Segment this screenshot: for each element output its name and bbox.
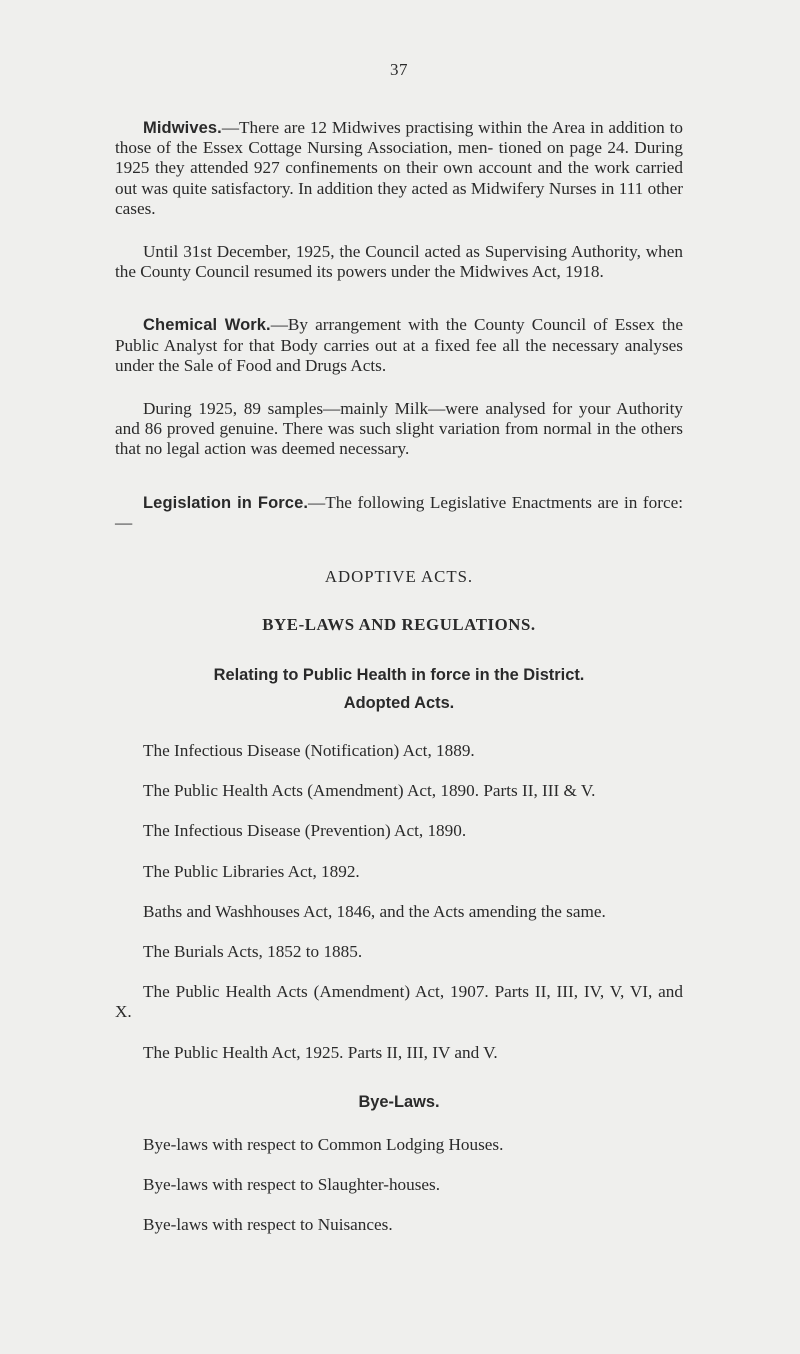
list-item: Baths and Washhouses Act, 1846, and the Acts amending the same.: [143, 901, 606, 921]
chemical-work-text: —By arrangement with the County Council of Essex the Public Analyst for that Body carries out at a fixed fee all the necessary analyses under the Sale of Food and Drugs Acts.: [115, 315, 683, 375]
bye-laws-heading: Bye-Laws.: [358, 1092, 440, 1111]
list-item: The Infectious Disease (Prevention) Act, 1890.: [143, 821, 467, 841]
adoptive-acts-heading: ADOPTIVE ACTS.: [324, 567, 474, 587]
list-item: Bye-laws with respect to Nuisances.: [143, 1215, 393, 1235]
list-item: Bye-laws with respect to Slaughter-houses.: [143, 1175, 441, 1195]
legislation-paragraph: [115, 493, 683, 533]
midwives-text: —There are 12 Midwives practising within the Area in addition to those of the Essex Cottage Nursing Association, men- tioned on page 24. During 1925 they attended 927 confinements on their own account and the work carried out was quite satisfactory. In addition they acted as Midwifery Nurses in 111 other cases.: [115, 118, 683, 218]
bye-laws-list: [115, 1135, 683, 1236]
midwives-heading: Midwives.: [143, 119, 222, 137]
list-item: Bye-laws with respect to Common Lodging Houses.: [143, 1134, 504, 1154]
page-number: 37: [390, 60, 408, 79]
byelaws-regulations-heading: BYE-LAWS AND REGULATIONS.: [262, 615, 536, 635]
chemical-work-paragraph: [115, 315, 683, 376]
legislation-heading: Legislation in Force.: [143, 493, 309, 512]
list-item: The Public Health Act, 1925. Parts II, III, IV and V.: [143, 1042, 498, 1062]
list-item: The Burials Acts, 1852 to 1885.: [143, 942, 363, 962]
adopted-acts-heading: Adopted Acts.: [343, 694, 455, 713]
chemical-work-heading: Chemical Work.: [143, 316, 271, 335]
adopted-acts-list: [115, 741, 683, 1063]
samples-paragraph: During 1925, 89 samples—mainly Milk—were analysed for your Authority and 86 proved genuine. There was such slight variation from normal in the others that no legal action was deemed necessary.: [115, 399, 683, 459]
list-item: The Public Health Acts (Amendment) Act, 1907. Parts II, III, IV, V, VI, and X.: [115, 982, 683, 1022]
relating-heading: Relating to Public Health in force in the District.: [213, 666, 585, 685]
legislation-text: —The following Legislative Enactments are in force:—: [115, 492, 683, 532]
list-item: The Public Health Acts (Amendment) Act, 1890. Parts II, III & V.: [143, 781, 596, 801]
list-item: The Public Libraries Act, 1892.: [143, 861, 360, 881]
midwives-paragraph: [115, 118, 683, 219]
list-item: The Infectious Disease (Notification) Act, 1889.: [143, 741, 475, 761]
supervising-authority-paragraph: Until 31st December, 1925, the Council acted as Supervising Authority, when the County Council resumed its powers under the Midwives Act, 1918.: [115, 242, 683, 282]
